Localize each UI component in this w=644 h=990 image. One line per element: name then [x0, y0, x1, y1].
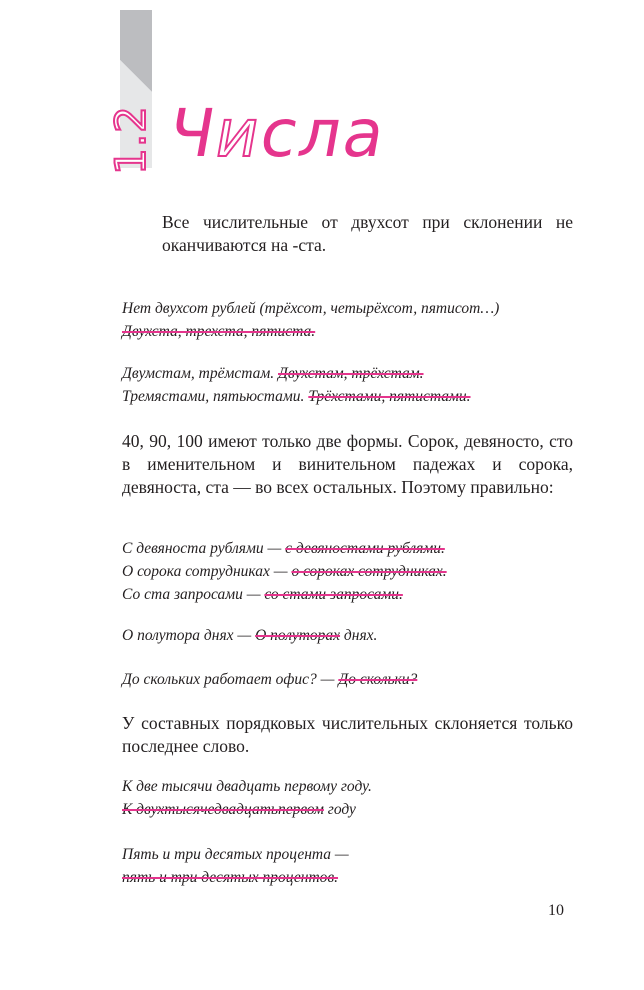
chapter-title-part1: Ч	[162, 95, 224, 172]
paragraph-3: У составных порядковых числительных склоняется только последнее слово.	[122, 713, 573, 756]
example-2-line-1	[122, 362, 471, 385]
example-2-wrong-2: Трёхстами, пятистами.	[308, 388, 471, 405]
example-2-line-2	[122, 385, 471, 408]
example-6-line-2	[122, 798, 372, 821]
example-7	[122, 843, 349, 889]
example-6-correct: К две тысячи двадцать первому году.	[122, 778, 372, 795]
example-3-line-3	[122, 583, 447, 606]
example-6-tail: году	[323, 801, 356, 818]
example-4	[122, 624, 377, 647]
example-3-correct-3: Со ста запросами —	[122, 586, 265, 603]
example-5-wrong: До скольки?	[338, 671, 418, 688]
chapter-title-part3: сла	[254, 95, 394, 172]
example-4-tail: днях.	[340, 627, 378, 644]
example-5-correct: До скольких работает офис? —	[122, 671, 339, 688]
example-3-correct-2: О сорока сотрудниках —	[122, 563, 292, 580]
example-3-wrong-2: о сороках сотрудниках.	[291, 563, 447, 580]
example-3	[122, 537, 447, 606]
example-7-correct: Пять и три десятых процента —	[122, 846, 349, 863]
example-3-line-2	[122, 560, 447, 583]
example-3-correct-1: С девяноста рублями —	[122, 540, 286, 557]
example-4-correct: О полутора днях —	[122, 627, 256, 644]
example-2	[122, 362, 471, 408]
example-2-correct-2: Тремястами, пятьюстами.	[122, 388, 309, 405]
chapter-title-part2: и	[209, 95, 269, 172]
chapter-title	[162, 94, 393, 174]
example-3-wrong-3: со стами запросами.	[264, 586, 403, 603]
chapter-number: 1.2	[106, 105, 155, 175]
example-7-wrong: пять и три десятых процентов.	[122, 869, 339, 886]
example-2-correct-1: Двумстам, трёмстам.	[122, 365, 278, 382]
example-1-wrong: Двухста, трехста, пятиста.	[122, 323, 316, 340]
example-1	[122, 297, 499, 343]
example-3-wrong-1: с девяностами рублями.	[285, 540, 445, 557]
example-1-correct: Нет двухсот рублей (трёхсот, четырёхсот, пятисот…)	[122, 300, 500, 317]
example-4-wrong: О полуторах	[255, 627, 341, 644]
example-5	[122, 668, 417, 691]
page-number: 10	[548, 902, 564, 919]
example-3-line-1	[122, 537, 447, 560]
example-6	[122, 775, 372, 821]
example-6-wrong: К двухтысячедвадцатьпервом	[122, 801, 324, 818]
paragraph-1: Все числительные от двухсот при склонении не оканчиваются на -ста.	[162, 212, 573, 255]
example-2-wrong-1: Двухстам, трёхстам.	[278, 365, 424, 382]
paragraph-2: 40, 90, 100 имеют только две формы. Сорок, девяносто, сто в именительном и винительном падежах и сорока, девяноста, ста — во всех остальных. Поэтому правильно:	[122, 431, 573, 497]
